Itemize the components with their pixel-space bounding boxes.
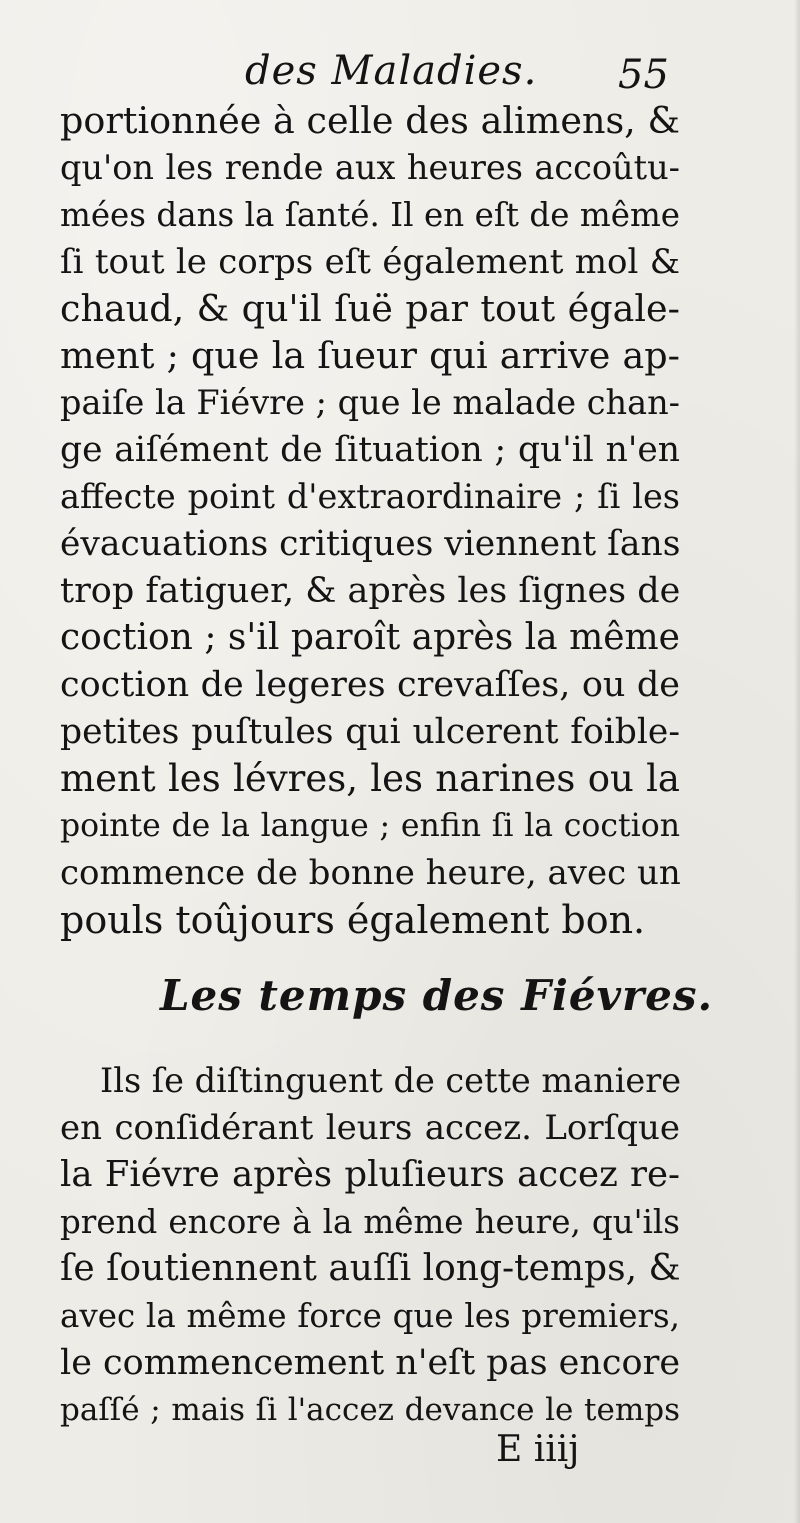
text-line: ment ; que la ſueur qui arrive ap- [60, 334, 680, 377]
text-line: petites puſtules qui ulcerent foible- [60, 712, 680, 752]
text-line: prend encore à la même heure, qu'ils [60, 1203, 680, 1241]
text-line: affecte point d'extraordinaire ; ſi les [60, 477, 680, 516]
text-line: ſi tout le corps eſt également mol & [60, 242, 680, 282]
text-line: ment les lévres, les narines ou la [60, 757, 680, 800]
running-title: des Maladies. [245, 48, 538, 94]
text-line: en conſidérant leurs accez. Lorſque [60, 1108, 680, 1148]
page-number: 55 [618, 52, 669, 98]
text-line: commence de bonne heure, avec un [60, 853, 681, 893]
text-line: évacuations critiques viennent ſans [60, 524, 681, 564]
page-edge-shadow [794, 0, 800, 1523]
text-line: mées dans la ſanté. Il en eſt de même [60, 196, 680, 234]
text-line: portionnée à celle des alimens, & [60, 99, 680, 142]
text-line: chaud, & qu'il ſuë par tout égale- [60, 287, 680, 330]
text-line: coction ; s'il paroît après la même [60, 617, 680, 658]
text-line: paſſé ; mais ſi l'accez devance le temps [60, 1392, 680, 1428]
text-line: le commencement n'eſt pas encore [60, 1343, 681, 1383]
text-line: trop fatiguer, & après les ſignes de [60, 571, 681, 611]
text-line: ſe ſoutiennent auſſi long-temps, & [60, 1248, 681, 1289]
section-heading: Les temps des Fiévres. [160, 971, 714, 1020]
text-line: ge aiſément de ſituation ; qu'il n'en [60, 430, 680, 470]
text-line: paiſe la Fiévre ; que le malade chan- [60, 383, 680, 422]
text-line: avec la même force que les premiers, [60, 1297, 680, 1335]
text-line: pointe de la langue ; enfin ſi la coction [60, 808, 680, 844]
text-line: Ils ſe diſtinguent de cette maniere [100, 1061, 682, 1100]
text-line: qu'on les rende aux heures accoûtu- [60, 148, 680, 187]
catchword-signature: E iiij [496, 1429, 580, 1470]
text-line: la Fiévre après pluſieurs accez re- [60, 1154, 680, 1195]
text-line: pouls toûjours également bon. [60, 898, 646, 942]
text-line: coction de legeres crevaſſes, ou de [60, 665, 680, 705]
